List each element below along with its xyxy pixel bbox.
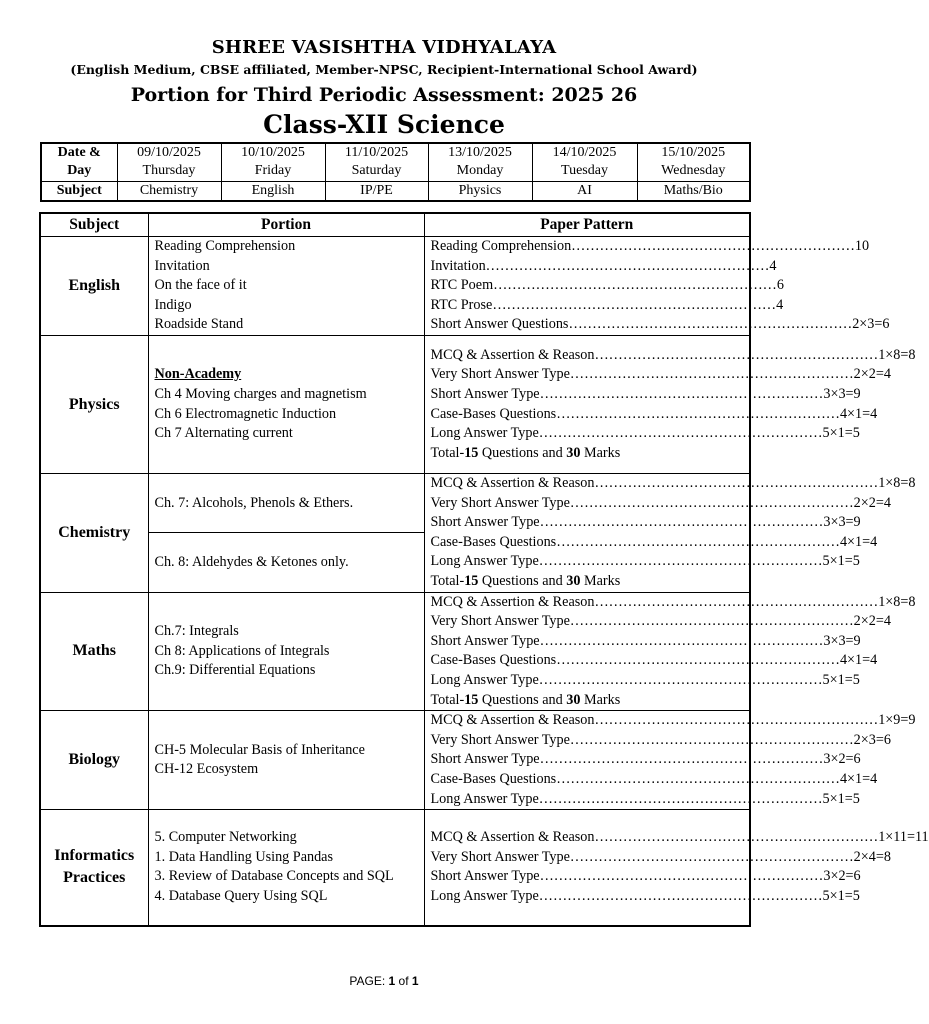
pattern-line: Long Answer Type …………………………………………………… 5×1=5 (431, 552, 744, 572)
portion-item: Ch 8: Applications of Integrals (154, 642, 330, 659)
pattern-line: Case-Bases Questions …………………………………………………… 4×1=4 (431, 533, 744, 553)
pattern-label: MCQ & Assertion & Reason (430, 712, 595, 729)
portion-item: Ch.9: Differential Equations (154, 662, 316, 679)
schedule-subject-row (41, 181, 750, 201)
pattern-value: 2×3=6 (853, 731, 891, 748)
pattern-line: Long Answer Type …………………………………………………… 5×1=5 (431, 671, 744, 691)
subject-english: English (40, 237, 148, 336)
schedule-date: 09/10/2025 (137, 145, 201, 161)
schedule-subject: Chemistry (117, 181, 221, 201)
pattern-label: MCQ & Assertion & Reason (430, 593, 595, 610)
pattern-label: Reading Comprehension (430, 238, 572, 254)
pattern-value: 1×8=8 (878, 475, 916, 491)
subject-biology: Biology (40, 711, 148, 810)
pattern-total: Total- 15 Questions and 30 Marks (430, 691, 621, 708)
pattern-label: Case-Bases Questions (430, 533, 557, 550)
class-title: Class-XII Science (263, 110, 505, 139)
subject-line: Informatics (54, 847, 135, 865)
pattern-value: 1×8=8 (878, 346, 916, 363)
pattern-value: 5×1=5 (822, 671, 860, 688)
pattern-line: MCQ & Assertion & Reason …………………………………………………… 1×11=11 (431, 828, 744, 848)
pattern-value: 5×1=5 (822, 425, 860, 442)
schedule-subject: AI (532, 181, 637, 201)
row-informatics-practices (40, 810, 750, 926)
pattern-line: Short Answer Type …………………………………………………… 3×3=9 (431, 513, 744, 533)
schedule-cell (117, 143, 221, 181)
pattern-value: 2×2=4 (853, 613, 891, 630)
portion-physics (148, 336, 424, 474)
schedule-date: 10/10/2025 (241, 145, 305, 161)
pattern-line: Very Short Answer Type …………………………………………………… 2×2=4 (431, 612, 744, 632)
pattern-line: Long Answer Type …………………………………………………… 5×1=5 (431, 424, 744, 444)
portion-table (39, 212, 929, 927)
portion-item: Reading Comprehension (154, 238, 296, 254)
page-prefix: PAGE: (349, 974, 389, 988)
row-maths (40, 592, 750, 711)
pattern-label: Case-Bases Questions (430, 770, 557, 787)
pattern-label: Case-Bases Questions (430, 405, 557, 422)
pattern-value: 10 (854, 238, 870, 254)
affiliation-line: (English Medium, CBSE affiliated, Member-NPSC, Recipient-International School Award) (70, 62, 698, 77)
pattern-value: 3×3=9 (823, 632, 861, 649)
portion-item: Ch 7 Alternating current (154, 425, 293, 442)
schedule-cell (428, 143, 532, 181)
schedule-date: 13/10/2025 (448, 145, 512, 161)
pattern-value: 2×2=4 (853, 366, 891, 383)
portion-chemistry-a: Ch. 7: Alcohols, Phenols & Ethers. (148, 474, 424, 533)
pattern-total: Total- 15 Questions and 30 Marks (430, 572, 621, 589)
pattern-value: 3×3=9 (823, 514, 861, 531)
pattern-value: 4×1=4 (839, 405, 878, 422)
portion-item: Ch 6 Electromagnetic Induction (154, 405, 337, 422)
pattern-line: MCQ & Assertion & Reason …………………………………………………… 1×9=9 (431, 711, 744, 731)
schedule-cell (221, 143, 325, 181)
pattern-value: 2×4=8 (853, 848, 891, 865)
pattern-label: Long Answer Type (430, 553, 539, 570)
page-footer (0, 974, 768, 988)
portion-item: Ch.7: Integrals (154, 622, 239, 639)
schedule-cell (325, 143, 428, 181)
portion-item: On the face of it (154, 277, 247, 294)
pattern-line: MCQ & Assertion & Reason …………………………………………………… 1×8=8 (431, 346, 744, 366)
schedule-day: Saturday (351, 163, 402, 179)
header-paper-pattern: Paper Pattern (424, 213, 750, 237)
pattern-value: 4×1=4 (839, 770, 878, 787)
subject-informatics-practices (40, 810, 148, 926)
pattern-line: Case-Bases Questions …………………………………………………… 4×1=4 (431, 770, 744, 790)
pattern-label: Very Short Answer Type (430, 613, 570, 630)
row-biology (40, 711, 750, 810)
pattern-label: Short Answer Type (430, 868, 540, 885)
schedule-date: 14/10/2025 (552, 145, 617, 161)
pattern-line: Case-Bases Questions …………………………………………………… 4×1=4 (431, 651, 744, 671)
school-name: SHREE VASISHTHA VIDHYALAYA (211, 37, 557, 58)
schedule-cell (637, 143, 750, 181)
subject-chemistry: Chemistry (40, 474, 148, 593)
row-physics (40, 336, 750, 474)
pattern-label: MCQ & Assertion & Reason (430, 829, 595, 846)
pattern-label: RTC Prose (430, 296, 493, 313)
portion-item: Roadside Stand (154, 316, 244, 333)
pattern-line: MCQ & Assertion & Reason …………………………………………………… 1×8=8 (431, 593, 744, 613)
pattern-line: MCQ & Assertion & Reason …………………………………………………… 1×8=8 (431, 474, 744, 494)
portion-title: Portion for Third Periodic Assessment: 2025 26 (130, 84, 638, 106)
pattern-value: 4 (769, 257, 777, 274)
pattern-label: Very Short Answer Type (430, 731, 570, 748)
portion-item: 4. Database Query Using SQL (154, 887, 328, 904)
subject-maths: Maths (40, 592, 148, 711)
pattern-line: Long Answer Type …………………………………………………… 5×1=5 (431, 790, 744, 810)
header-portion: Portion (148, 213, 424, 237)
pattern-line: Very Short Answer Type …………………………………………………… 2×3=6 (431, 731, 744, 751)
pattern-label: Short Answer Type (430, 751, 540, 768)
pattern-label: Short Answer Type (430, 385, 540, 402)
pattern-informatics-practices (424, 810, 929, 926)
schedule-date-row (41, 143, 750, 181)
schedule-table (40, 142, 751, 202)
row-chemistry (40, 474, 750, 533)
schedule-day: Wednesday (661, 163, 726, 179)
subject-line: Practices (63, 869, 126, 887)
pattern-line: Short Answer Type …………………………………………………… 3×2=6 (431, 750, 744, 770)
pattern-line: RTC Poem …………………………………………………… 6 (431, 276, 744, 296)
pattern-label: Very Short Answer Type (430, 494, 570, 511)
schedule-subject: Physics (428, 181, 532, 201)
schedule-day: Friday (254, 163, 292, 179)
pattern-label: MCQ & Assertion & Reason (430, 475, 595, 491)
row-english (40, 237, 750, 336)
page-number: 1 (388, 974, 396, 988)
pattern-label: Case-Bases Questions (430, 652, 557, 669)
pattern-value: 4 (776, 296, 784, 313)
pattern-line: Long Answer Type …………………………………………………… 5×1=5 (431, 887, 744, 907)
pattern-value: 5×1=5 (822, 553, 860, 570)
portion-item: 5. Computer Networking (154, 829, 297, 846)
pattern-value: 3×3=9 (823, 385, 861, 402)
pattern-line: Short Answer Type …………………………………………………… 3×2=6 (431, 867, 744, 887)
portion-table-header (40, 213, 750, 237)
pattern-value: 4×1=4 (839, 652, 878, 669)
page-of: of (395, 974, 412, 988)
pattern-value: 1×11=11 (878, 829, 929, 846)
schedule-subject: IP/PE (325, 181, 428, 201)
pattern-line: Short Answer Type …………………………………………………… 3×3=9 (431, 632, 744, 652)
pattern-value: 1×9=9 (878, 712, 916, 729)
pattern-label: Very Short Answer Type (430, 848, 570, 865)
pattern-label: Very Short Answer Type (430, 366, 570, 383)
schedule-subject: English (221, 181, 325, 201)
portion-item: CH-12 Ecosystem (154, 761, 259, 778)
pattern-line: Very Short Answer Type …………………………………………………… 2×2=4 (431, 365, 744, 385)
portion-item: 1. Data Handling Using Pandas (154, 848, 334, 865)
pattern-label: Long Answer Type (430, 671, 539, 688)
header-subject: Subject (40, 213, 148, 237)
pattern-chemistry (424, 474, 916, 593)
pattern-line: Reading Comprehension …………………………………………………… 10 (431, 237, 744, 257)
page-total: 1 (411, 974, 419, 988)
pattern-line: Very Short Answer Type …………………………………………………… 2×2=4 (431, 494, 744, 514)
pattern-label: MCQ & Assertion & Reason (430, 346, 595, 363)
pattern-value: 3×2=6 (823, 751, 861, 768)
portion-english (148, 237, 424, 336)
schedule-date: 11/10/2025 (344, 145, 409, 161)
pattern-biology (424, 711, 916, 810)
pattern-label: Short Answer Type (430, 514, 540, 531)
schedule-cell (532, 143, 637, 181)
pattern-line: Very Short Answer Type …………………………………………………… 2×4=8 (431, 848, 744, 868)
schedule-day: Monday (456, 163, 504, 179)
pattern-value: 2×3=6 (852, 316, 890, 333)
pattern-line: Short Answer Type …………………………………………………… 3×3=9 (431, 385, 744, 405)
pattern-label: Long Answer Type (430, 425, 539, 442)
portion-item: 3. Review of Database Concepts and SQL (154, 868, 394, 885)
portion-item: Indigo (154, 296, 192, 313)
pattern-label: Long Answer Type (430, 887, 539, 904)
pattern-value: 3×2=6 (823, 868, 861, 885)
pattern-label: Long Answer Type (430, 790, 539, 807)
pattern-physics (424, 336, 916, 474)
pattern-total: Total- 15 Questions and 30 Marks (430, 444, 621, 461)
schedule-subject: Maths/Bio (637, 181, 750, 201)
pattern-label: RTC Poem (430, 277, 494, 294)
portion-biology (148, 711, 424, 810)
pattern-value: 4×1=4 (839, 533, 878, 550)
pattern-value: 5×1=5 (822, 790, 860, 807)
schedule-date: 15/10/2025 (661, 145, 726, 161)
pattern-value: 2×2=4 (853, 494, 891, 511)
portion-item: Invitation (154, 257, 210, 274)
pattern-line: Case-Bases Questions …………………………………………………… 4×1=4 (431, 405, 744, 425)
schedule-day: Tuesday (561, 163, 608, 179)
pattern-value: 6 (776, 277, 784, 294)
subject-label: Subject (41, 181, 117, 201)
date-day-label: Date & Day (41, 143, 117, 181)
pattern-english (424, 237, 890, 336)
pattern-label: Invitation (430, 257, 486, 274)
portion-informatics-practices (148, 810, 424, 926)
portion-heading: Non-Academy (154, 366, 242, 383)
pattern-label: Short Answer Questions (430, 316, 569, 333)
subject-physics: Physics (40, 336, 148, 474)
pattern-line: RTC Prose …………………………………………………… 4 (431, 296, 744, 316)
pattern-label: Short Answer Type (430, 632, 540, 649)
pattern-line: Invitation …………………………………………………… 4 (431, 257, 744, 277)
schedule-day: Thursday (142, 163, 196, 179)
pattern-line: Short Answer Questions …………………………………………………… 2×3=6 (431, 315, 744, 335)
pattern-value: 1×8=8 (878, 593, 916, 610)
portion-maths (148, 592, 424, 711)
portion-item: CH-5 Molecular Basis of Inheritance (154, 741, 365, 758)
portion-item: Ch 4 Moving charges and magnetism (154, 385, 367, 402)
pattern-maths (424, 592, 916, 711)
pattern-value: 5×1=5 (822, 887, 860, 904)
portion-chemistry-b: Ch. 8: Aldehydes & Ketones only. (148, 533, 424, 592)
